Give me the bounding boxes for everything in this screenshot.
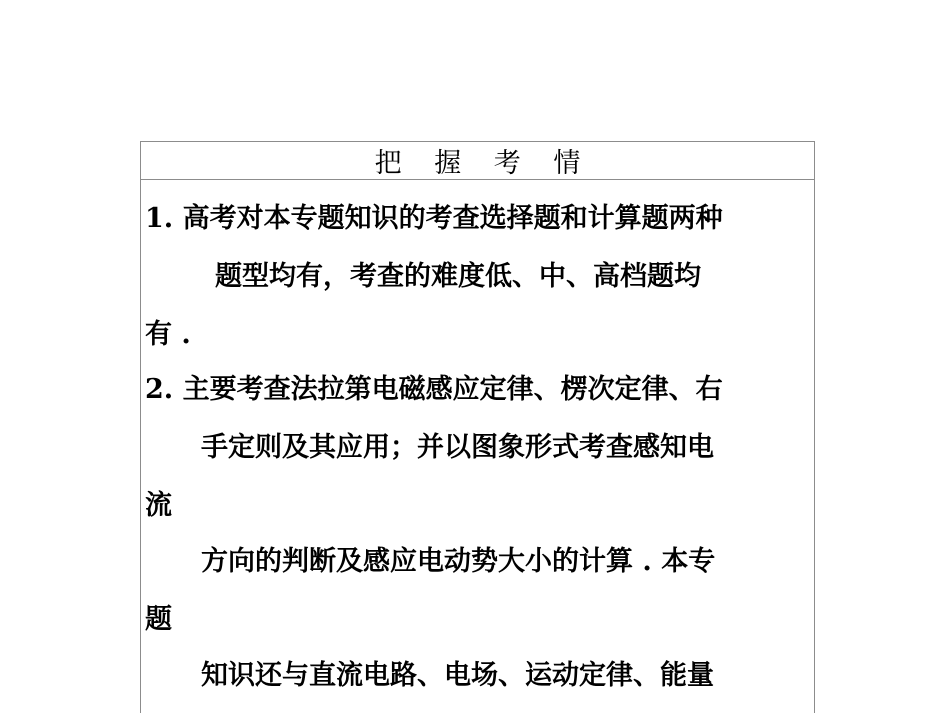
- text-line: 方向的判断及感应电动势大小的计算 . 本专: [201, 546, 716, 577]
- text-line: 题: [145, 604, 172, 635]
- text-line: 知识还与直流电路、电场、运动定律、能量: [201, 660, 714, 691]
- text-line: 1. 高考对本专题知识的考查选择题和计算题两种: [145, 203, 723, 234]
- text-line: 题型均有，考查的难度低、中、高档题均: [215, 261, 701, 292]
- text-line: 有 .: [145, 319, 191, 350]
- text-line: 流: [145, 490, 172, 521]
- text-line: 手定则及其应用；并以图象形式考查感知电: [201, 432, 714, 463]
- info-panel: [140, 141, 815, 713]
- text-line: 2. 主要考查法拉第电磁感应定律、楞次定律、右: [145, 374, 723, 405]
- panel-title: 把 握 考 情: [141, 142, 814, 180]
